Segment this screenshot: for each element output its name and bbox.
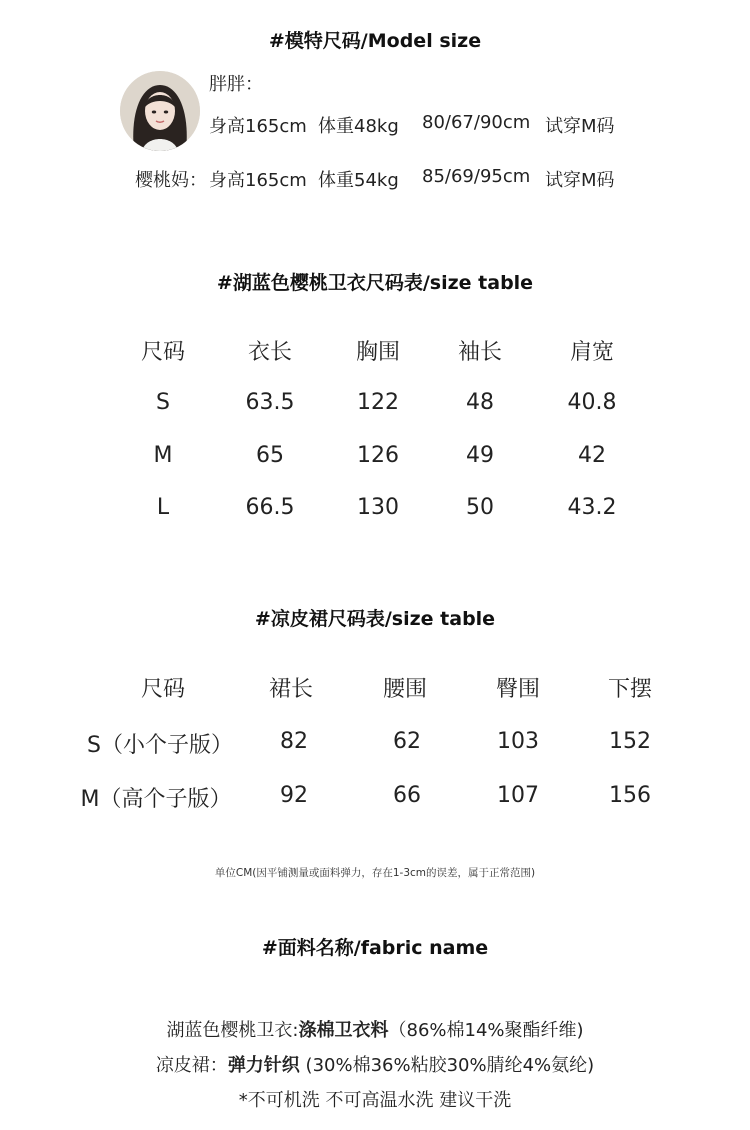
table-cell: 49 — [466, 443, 494, 468]
table-cell: 50 — [466, 495, 494, 520]
fabric-name-hoodie: 涤棉卫衣料 — [298, 1020, 389, 1041]
fabric-heading: #面料名称/fabric name — [261, 937, 489, 959]
model-height-1: 身高165cm — [209, 116, 307, 137]
model-height-2: 身高165cm — [209, 170, 307, 191]
table-cell: 122 — [357, 390, 399, 415]
fabric-detail-skirt: (30%棉36%粘胶30%腈纶4%氨纶) — [305, 1055, 595, 1076]
model-row-2 — [0, 166, 750, 190]
table-cell: 66.5 — [245, 495, 295, 520]
skirt-header-waist: 腰围 — [382, 677, 428, 702]
model-weight-2: 体重54kg — [318, 170, 399, 191]
fabric-line-hoodie — [0, 1016, 750, 1042]
measurement-note: 单位CM(因平铺测量或面料弹力，存在1-3cm的误差，属于正常范围) — [214, 867, 536, 879]
table-cell: 42 — [578, 443, 606, 468]
table-cell: 82 — [280, 729, 308, 754]
model-size-heading: #模特尺码/Model size — [268, 30, 482, 52]
fabric-detail-hoodie: （86%棉14%聚酯纤维) — [388, 1020, 584, 1041]
model-row-1-stats — [0, 112, 750, 136]
table-cell: 43.2 — [567, 495, 617, 520]
table-cell: 152 — [609, 729, 651, 754]
model-size-1: 试穿M码 — [545, 116, 615, 137]
model-name-2: 樱桃妈： — [135, 170, 207, 191]
skirt-size-heading: #凉皮裙尺码表/size table — [254, 608, 496, 630]
table-cell: 126 — [357, 443, 399, 468]
table-cell: L — [156, 495, 170, 520]
table-cell: 92 — [280, 783, 308, 808]
table-cell: 65 — [256, 443, 284, 468]
fabric-label-hoodie: 湖蓝色樱桃卫衣: — [166, 1020, 299, 1041]
table-cell: S（小个子版） — [87, 733, 233, 758]
table-cell: S — [156, 390, 170, 415]
table-cell: M — [153, 443, 173, 468]
hoodie-header-length: 衣长 — [247, 340, 293, 365]
model-size-2: 试穿M码 — [545, 170, 615, 191]
table-cell: 62 — [393, 729, 421, 754]
model-weight-1: 体重48kg — [318, 116, 399, 137]
table-cell: 156 — [609, 783, 651, 808]
fabric-label-skirt: 凉皮裙： — [155, 1055, 228, 1076]
fabric-name-skirt: 弹力针织 — [227, 1055, 300, 1076]
skirt-header-hem: 下摆 — [607, 677, 653, 702]
hoodie-size-heading: #湖蓝色樱桃卫衣尺码表/size table — [216, 272, 534, 294]
table-cell: 107 — [497, 783, 539, 808]
hoodie-header-shoulder: 肩宽 — [569, 340, 615, 365]
table-cell: 103 — [497, 729, 539, 754]
table-cell: 130 — [357, 495, 399, 520]
hoodie-header-chest: 胸围 — [355, 340, 401, 365]
table-cell: M（高个子版） — [80, 787, 232, 812]
skirt-header-length: 裙长 — [268, 677, 314, 702]
model-measure-2: 85/69/95cm — [422, 166, 531, 187]
table-cell: 48 — [466, 390, 494, 415]
hoodie-header-sleeve: 袖长 — [457, 340, 503, 365]
care-instructions: *不可机洗 不可高温水洗 建议干洗 — [238, 1090, 512, 1111]
table-cell: 40.8 — [567, 390, 617, 415]
model-measure-1: 80/67/90cm — [422, 112, 531, 133]
hoodie-header-size: 尺码 — [140, 340, 186, 365]
model-name-1: 胖胖： — [209, 74, 263, 95]
model-row-1 — [0, 70, 750, 94]
table-cell: 63.5 — [245, 390, 295, 415]
skirt-header-hip: 臀围 — [495, 677, 541, 702]
skirt-header-size: 尺码 — [140, 677, 186, 702]
fabric-line-skirt — [0, 1051, 750, 1077]
table-cell: 66 — [393, 783, 421, 808]
